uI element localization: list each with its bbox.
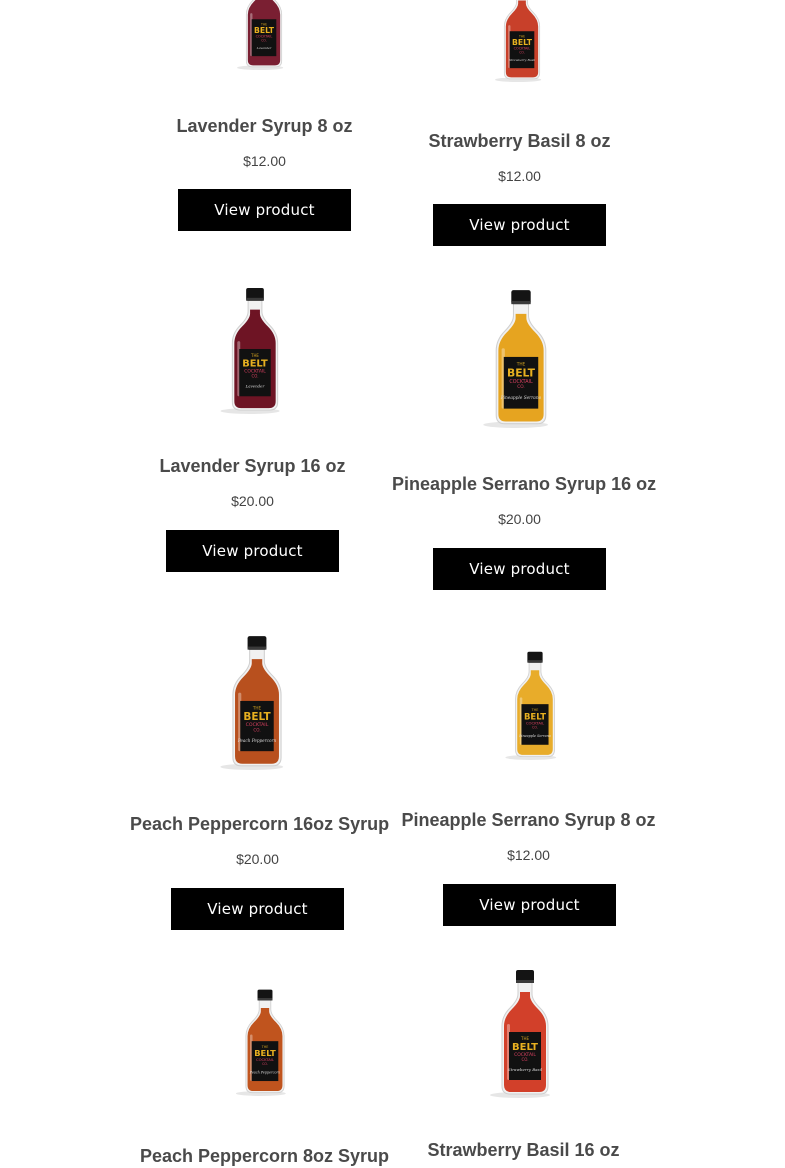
svg-text:CO.: CO. [262, 1062, 268, 1067]
product-card [130, 620, 390, 940]
product-title[interactable]: Peach Peppercorn 8oz Syrup [139, 1146, 390, 1166]
svg-text:CO.: CO. [519, 50, 525, 55]
product-title[interactable]: Lavender Syrup 16 oz [159, 456, 346, 476]
product-image[interactable] [237, 988, 293, 1096]
product-image[interactable] [235, 0, 293, 70]
product-title[interactable]: Peach Peppercorn 16oz Syrup [130, 814, 390, 834]
svg-text:CO.: CO. [532, 725, 538, 730]
view-product-button[interactable]: View product [166, 530, 339, 572]
svg-text:BELT: BELT [254, 26, 274, 36]
svg-text:COCKTAIL: COCKTAIL [255, 34, 273, 39]
syrup-bottle-icon [235, 0, 293, 70]
view-product-button[interactable]: View product [443, 884, 616, 926]
svg-text:THE: THE [516, 362, 526, 368]
svg-text:BELT: BELT [512, 1042, 538, 1053]
svg-text:THE: THE [261, 1044, 269, 1049]
view-product-button[interactable]: View product [433, 548, 606, 590]
svg-text:COCKTAIL: COCKTAIL [514, 1053, 536, 1058]
svg-text:BELT: BELT [243, 710, 271, 723]
svg-text:CO.: CO. [253, 727, 261, 733]
product-image[interactable] [488, 288, 554, 428]
syrup-bottle-icon [494, 968, 556, 1098]
svg-text:Peach Peppercorn: Peach Peppercorn [237, 737, 277, 743]
svg-text:BELT: BELT [254, 1048, 276, 1059]
svg-text:BELT: BELT [507, 366, 535, 380]
view-product-button[interactable]: View product [171, 888, 344, 930]
svg-text:Peach Peppercorn: Peach Peppercorn [249, 1070, 281, 1075]
svg-text:COCKTAIL: COCKTAIL [513, 46, 531, 51]
syrup-bottle-icon [237, 988, 293, 1096]
product-title[interactable]: Pineapple Serrano Syrup 16 oz [392, 474, 657, 494]
syrup-bottle-icon [492, 0, 552, 82]
svg-text:Strawberry Basil: Strawberry Basil [507, 1067, 543, 1072]
product-card [137, 960, 392, 1168]
view-product-button[interactable]: View product [178, 189, 351, 231]
product-image[interactable] [224, 634, 290, 770]
svg-text:COCKTAIL: COCKTAIL [244, 369, 266, 375]
svg-text:Strawberry Basil: Strawberry Basil [508, 58, 536, 63]
product-card [137, 0, 392, 240]
svg-text:THE: THE [531, 707, 539, 712]
syrup-bottle-icon [223, 286, 287, 414]
svg-text:THE: THE [518, 34, 526, 39]
svg-text:CO.: CO. [261, 38, 267, 43]
product-price: $12.00 [507, 847, 550, 863]
product-title[interactable]: Lavender Syrup 8 oz [176, 116, 353, 136]
svg-text:CO.: CO. [521, 1057, 529, 1062]
svg-text:COCKTAIL: COCKTAIL [525, 720, 545, 726]
product-card [401, 620, 656, 940]
product-price: $12.00 [498, 168, 541, 184]
svg-text:COCKTAIL: COCKTAIL [245, 723, 269, 729]
product-card [392, 280, 657, 600]
product-image[interactable] [494, 968, 556, 1098]
product-price: $20.00 [498, 511, 541, 527]
svg-text:COCKTAIL: COCKTAIL [509, 379, 533, 385]
svg-text:THE: THE [521, 1036, 529, 1041]
view-product-button[interactable]: View product [433, 204, 606, 246]
svg-text:CO.: CO. [517, 385, 525, 391]
svg-text:THE: THE [252, 705, 262, 711]
syrup-bottle-icon [488, 288, 554, 428]
product-title[interactable]: Strawberry Basil 16 oz [427, 1140, 620, 1160]
svg-text:BELT: BELT [524, 711, 546, 722]
product-title[interactable]: Strawberry Basil 8 oz [428, 131, 611, 151]
svg-text:Lavender: Lavender [256, 46, 272, 51]
product-title[interactable]: Pineapple Serrano Syrup 8 oz [401, 810, 656, 830]
svg-text:THE: THE [251, 352, 259, 358]
product-price: $12.00 [243, 153, 286, 169]
svg-text:BELT: BELT [512, 38, 532, 48]
product-image[interactable] [223, 286, 287, 414]
syrup-bottle-icon [507, 650, 563, 760]
svg-text:Pineapple Serrano: Pineapple Serrano [519, 734, 551, 739]
product-price: $20.00 [236, 851, 279, 867]
product-card [125, 280, 380, 580]
svg-text:COCKTAIL: COCKTAIL [256, 1058, 274, 1063]
product-image[interactable] [507, 650, 563, 760]
product-card [392, 0, 647, 250]
product-image[interactable] [492, 0, 552, 82]
svg-text:BELT: BELT [242, 358, 268, 370]
svg-text:Pineapple Serrano: Pineapple Serrano [500, 395, 542, 401]
syrup-bottle-icon [224, 634, 290, 770]
svg-text:THE: THE [260, 22, 268, 27]
svg-text:CO.: CO. [251, 373, 259, 379]
product-card [396, 960, 651, 1168]
svg-text:Lavender: Lavender [245, 383, 265, 389]
product-price: $20.00 [231, 493, 274, 509]
